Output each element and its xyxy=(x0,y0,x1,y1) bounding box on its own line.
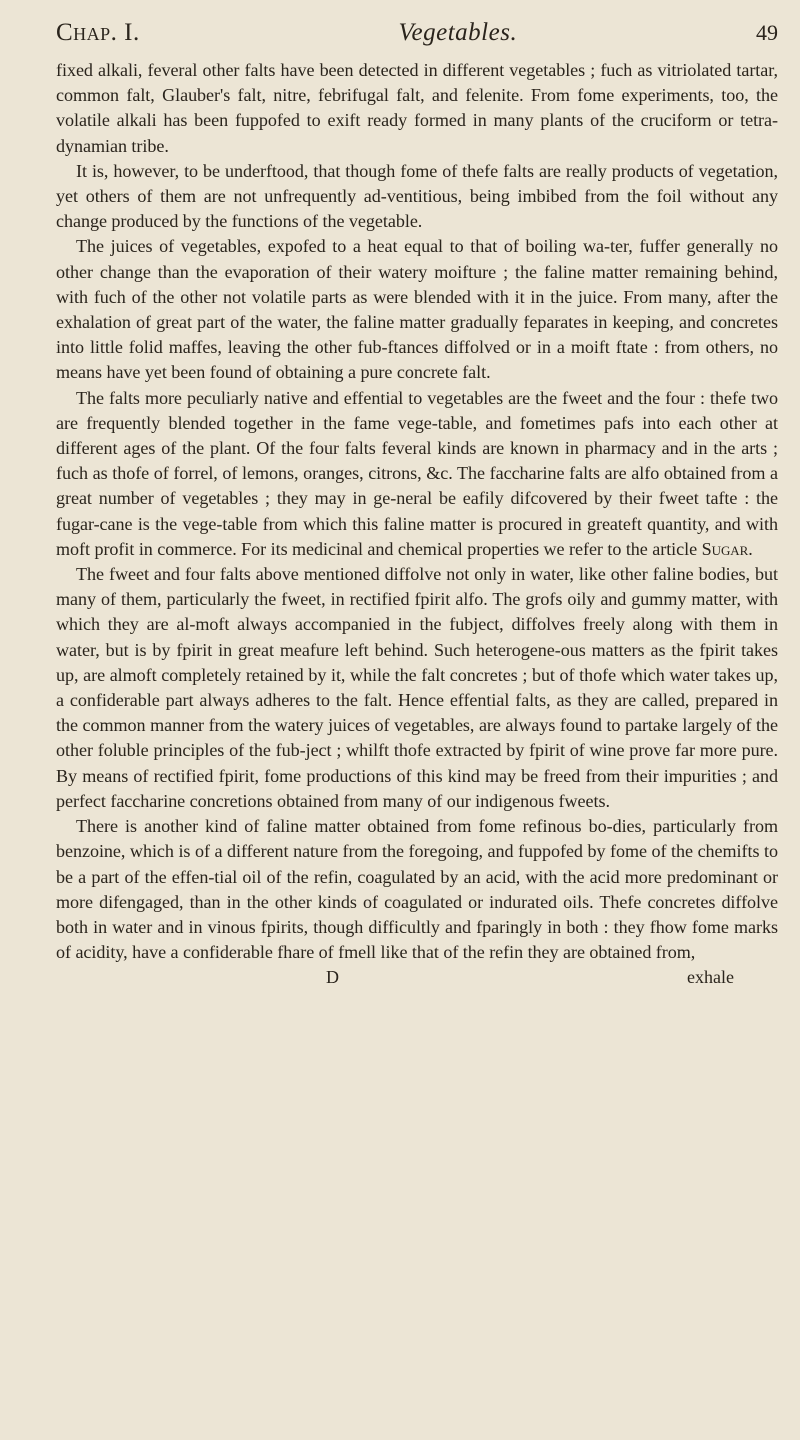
signature-mark: D xyxy=(326,967,339,988)
page-number: 49 xyxy=(756,20,778,45)
page-title: Vegetables. xyxy=(398,19,518,46)
paragraph: The fweet and four falts above mentioned diffolve not only in water, like other faline bodies, but many of them, particularly the fweet, in rectified fpirit alfo. The grofs oily and gummy matter, with which they are al-moft always accompanied in the fubject, diffolves freely along with them in water, but is by fpirit in great meafure left behind. Such heterogene-ous matters as the fpirit takes up, are almoft completely retained by it, while the falt concretes ; but of thofe which water takes up, a confiderable part always adheres to the falt. Hence effential falts, as they are called, prepared in the common manner from the watery juices of vegetables, are always found to partake largely of the other foluble principles of the fub-ject ; whilft thofe extracted by fpirit of wine prove far more pure. By means of rectified fpirit, fome productions of this kind may be freed from their impurities ; and perfect faccharine concretions obtained from many of our indigenous fweets. xyxy=(56,564,778,811)
paragraph: There is another kind of faline matter obtained from fome refinous bo-dies, particularly from benzoine, which is of a different nature from the foregoing, and fuppofed by fome of the chemifts to be a part of the effen-tial oil of the refin, coagulated by an acid, with the acid more predominant or more difengaged, than in the other kinds of coagulated or indurated oils. Thefe concretes diffolve both in water and in vinous fpirits, though difficultly and fparingly in both : they fhow fome marks of acidity, have a confiderable fhare of fmell like that of the refin they are obtained from, xyxy=(56,816,778,963)
chapter-heading: Chap. I. xyxy=(56,19,140,46)
paragraph: It is, however, to be underftood, that though fome of thefe falts are really products of vegetation, yet others of them are not unfrequently ad-ventitious, being imbibed from the foil without any change produced by the functions of the vegetable. xyxy=(56,160,778,232)
catchword: exhale xyxy=(687,967,734,988)
body-text xyxy=(56,58,778,965)
running-head xyxy=(56,14,778,52)
cross-reference: Sugar. xyxy=(701,538,753,559)
page-footer xyxy=(56,965,778,990)
paragraph: fixed alkali, feveral other falts have been detected in different vegetables ; fuch as vitriolated tartar, common falt, Glauber's falt, nitre, febrifugal falt, and felenite. From fome experiments, too, the volatile alkali has been fuppofed to exift ready formed in many plants of the cruciform or tetra-dynamian tribe. xyxy=(56,60,778,156)
paragraph: The juices of vegetables, expofed to a heat equal to that of boiling wa-ter, fuffer generally no other change than the evaporation of their watery moifture ; the faline matter remaining behind, with fuch of the other not volatile parts as were blended with it in the juice. From many, after the exhalation of great part of the water, the faline matter gradually feparates in keeping, and concretes into little folid maffes, leaving the other fub-ftances diffolved or in a moift ftate : from others, no means have yet been found of obtaining a pure concrete falt. xyxy=(56,236,778,383)
paragraph xyxy=(56,386,778,562)
paragraph-text: The falts more peculiarly native and effential to vegetables are the fweet and the four : thefe two are frequently blended together in the fame vege-table, and fometimes pafs into each other at different ages of the plant. Of the four falts feveral kinds are known in pharmacy and in the arts ; fuch as thofe of forrel, of lemons, oranges, citrons, &c. The faccharine falts are alfo obtained from a great number of vegetables ; they may in ge-neral be eafily difcovered by their fweet tafte : the fugar-cane is the vege-table from which this faline matter is procured in greateft quantity, and with moft profit in commerce. For its medicinal and chemical properties we refer to the article xyxy=(56,387,778,559)
